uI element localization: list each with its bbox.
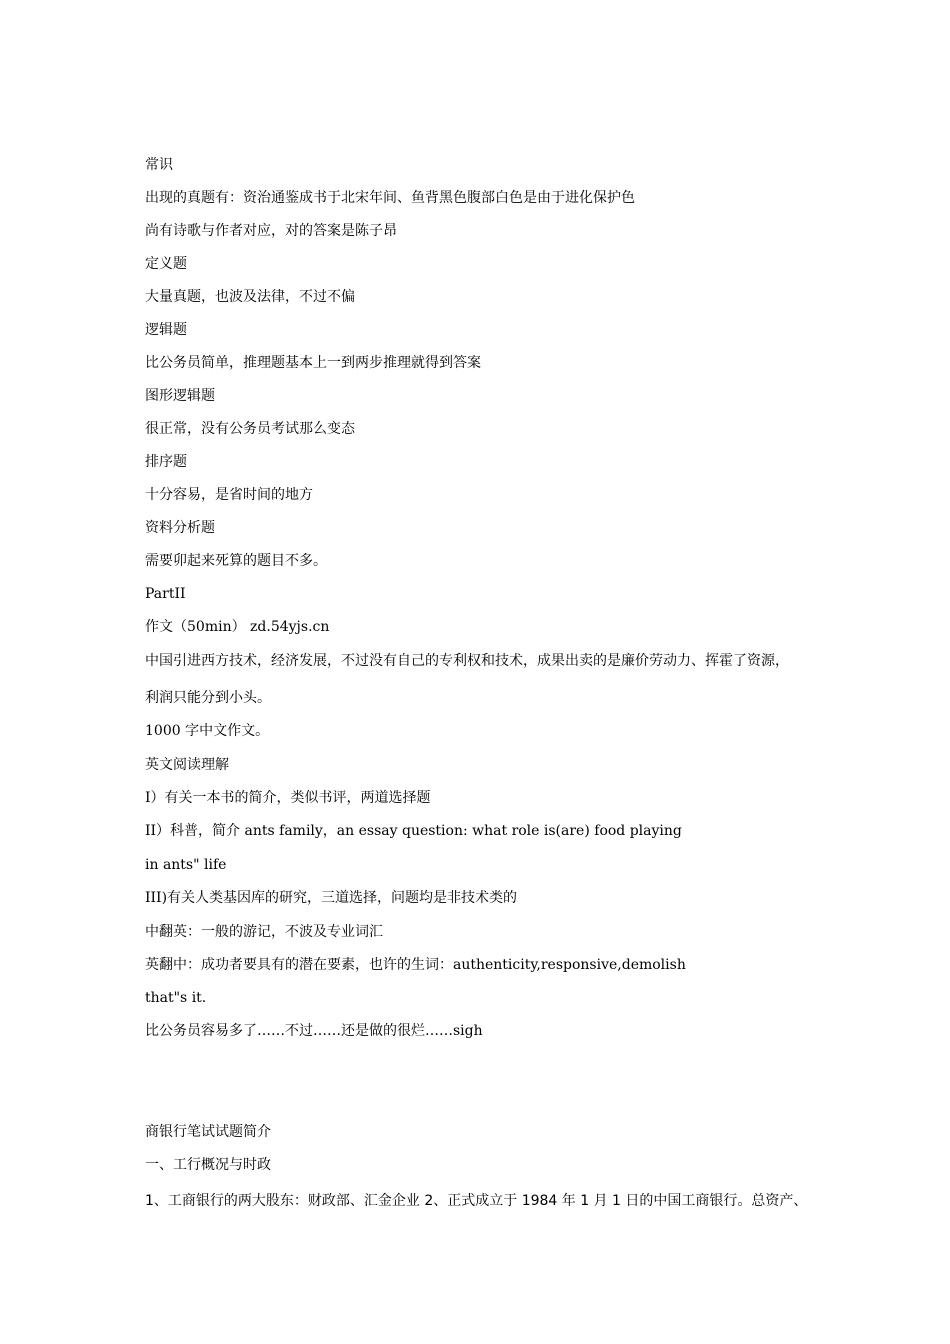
essay-heading: 作文（50min） zd.54yjs.cn	[145, 619, 330, 635]
section-heading-sorting: 排序题	[145, 454, 187, 470]
text-line: 出现的真题有：资治通鉴成书于北宋年间、鱼背黑色腹部白色是由于进化保护色	[145, 190, 635, 206]
text-line: 大量真题，也波及法律，不过不偏	[145, 289, 355, 305]
text-line: 1、工商银行的两大股东：财政部、汇金企业 2、正式成立于 1984 年 1 月 1 日的中国工商银行。总资产、	[145, 1193, 808, 1209]
section-heading-definition: 定义题	[145, 256, 187, 272]
text-line: 1000 字中文作文。	[145, 723, 270, 739]
section-heading-bank-overview: 一、工行概况与时政	[145, 1157, 271, 1173]
text-line: I）有关一本书的简介，类似书评，两道选择题	[145, 790, 431, 806]
section-heading-logic: 逻辑题	[145, 322, 187, 338]
section-heading-general-knowledge: 常识	[145, 157, 173, 173]
text-line: II）科普，简介 ants family，an essay question: what role is(are) food playing	[145, 823, 682, 839]
text-line: that"s it.	[145, 990, 207, 1006]
text-line: 利润只能分到小头。	[145, 690, 271, 706]
section-heading-data-analysis: 资料分析题	[145, 520, 215, 536]
text-line: 比公务员简单，推理题基本上一到两步推理就得到答案	[145, 355, 481, 371]
section-heading-english-reading: 英文阅读理解	[145, 757, 229, 773]
text-line: 比公务员容易多了……不过……还是做的很烂……sigh	[145, 1023, 483, 1039]
text-line: 需要卯起来死算的题目不多。	[145, 553, 327, 569]
text-line: 英翻中：成功者要具有的潜在要素，也许的生词：authenticity,responsive,demolish	[145, 957, 686, 973]
text-line: 十分容易，是省时间的地方	[145, 487, 313, 503]
section-heading-bank-exam: 商银行笔试试题简介	[145, 1124, 271, 1140]
text-line: 中翻英：一般的游记，不波及专业词汇	[145, 924, 383, 940]
text-line: 尚有诗歌与作者对应，对的答案是陈子昂	[145, 223, 397, 239]
text-line: in ants" life	[145, 857, 227, 873]
text-line: 很正常，没有公务员考试那么变态	[145, 421, 355, 437]
text-line: 中国引进西方技术，经济发展，不过没有自己的专利权和技术，成果出卖的是廉价劳动力、挥霍了资源，	[145, 653, 789, 669]
section-heading-graphic-logic: 图形逻辑题	[145, 388, 215, 404]
section-heading-part-two: PartII	[145, 586, 186, 602]
text-line: III)有关人类基因库的研究，三道选择，问题均是非技术类的	[145, 890, 518, 906]
